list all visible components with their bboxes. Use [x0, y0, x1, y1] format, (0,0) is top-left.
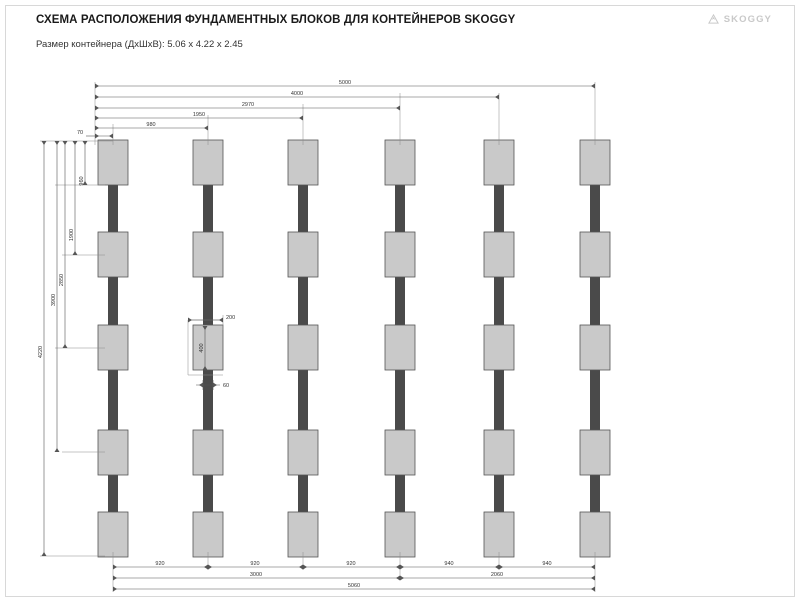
brand-name: SKOGGY: [723, 14, 772, 25]
dim-label-70: 70: [76, 130, 84, 136]
dim-label-3900: 3900: [51, 293, 57, 307]
left-dimension-labels: [38, 176, 85, 358]
dim-label-5000: 5000: [338, 80, 352, 86]
dim-label-920-c: 920: [346, 561, 356, 567]
foundation-beams: [108, 140, 600, 545]
dim-label-1900: 1900: [69, 228, 75, 242]
dim-label-920-a: 920: [155, 561, 165, 567]
dim-label-2970: 2970: [241, 102, 255, 108]
dim-label-2850: 2850: [59, 273, 65, 287]
dim-label-980: 980: [146, 122, 156, 128]
dim-label-920-b: 920: [250, 561, 260, 567]
dim-label-4000: 4000: [290, 91, 304, 97]
dim-label-3000: 3000: [249, 572, 263, 578]
dim-label-1950: 1950: [192, 112, 206, 118]
page-title: СХЕМА РАСПОЛОЖЕНИЯ ФУНДАМЕНТНЫХ БЛОКОВ ДЛЯ КОНТЕЙНЕРОВ SKOGGY: [36, 14, 516, 26]
foundation-blocks: [98, 140, 610, 557]
dim-label-200: 200: [226, 315, 236, 321]
extension-lines-top: [95, 82, 595, 145]
dim-label-940-b: 940: [542, 561, 552, 567]
dim-label-5060: 5060: [347, 583, 361, 589]
dim-label-940-a: 940: [444, 561, 454, 567]
dim-label-2060: 2060: [490, 572, 504, 578]
top-dimension-lines: [86, 84, 595, 139]
left-dimension-lines: [42, 141, 88, 556]
bottom-dimension-labels: [155, 561, 551, 589]
dim-label-400: 400: [199, 343, 205, 353]
dim-label-60: 60: [223, 383, 230, 389]
container-size-label: Размер контейнера (ДхШхВ): 5.06 x 4.22 x 2.45: [36, 39, 243, 50]
dim-label-4220: 4220: [38, 345, 44, 359]
dim-label-960: 960: [79, 176, 85, 186]
